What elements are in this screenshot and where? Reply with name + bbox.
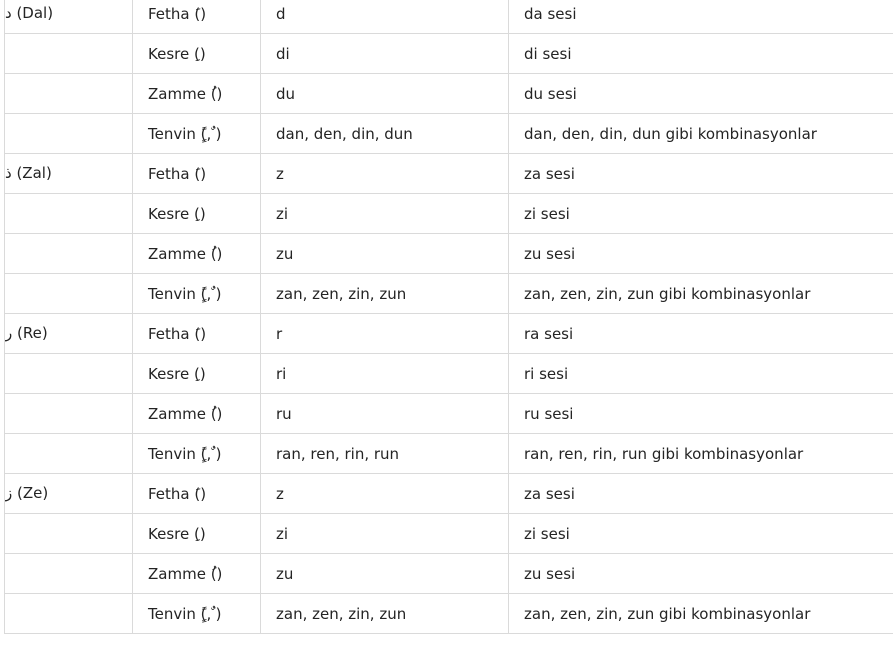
okunus-cell: r <box>261 314 509 354</box>
letter-cell <box>5 0 133 34</box>
okunus-cell: zi <box>261 514 509 554</box>
table-row <box>5 354 893 394</box>
okunus-cell: z <box>261 474 509 514</box>
letter-cell-empty <box>5 34 133 74</box>
table-row <box>5 394 893 434</box>
table-row <box>5 0 893 34</box>
harake-cell: Zamme (ُ) <box>133 74 261 114</box>
harake-cell: Kesre (ِ) <box>133 194 261 234</box>
aciklama-cell: zi sesi <box>509 514 893 554</box>
aciklama-cell: zi sesi <box>509 194 893 234</box>
aciklama-cell: zu sesi <box>509 234 893 274</box>
harake-cell: Fetha (َ) <box>133 154 261 194</box>
letter-cell-empty <box>5 594 133 634</box>
table-row <box>5 34 893 74</box>
aciklama-cell: ra sesi <box>509 314 893 354</box>
harake-cell: Fetha (َ) <box>133 314 261 354</box>
aciklama-cell: zan, zen, zin, zun gibi kombinasyonlar <box>509 594 893 634</box>
letter-cell-empty <box>5 554 133 594</box>
harake-cell: Fetha (َ) <box>133 0 261 34</box>
table-row <box>5 314 893 354</box>
harake-table-body <box>5 0 893 634</box>
table-row <box>5 74 893 114</box>
harake-cell: Tenvin (ًٍ, ٌ) <box>133 274 261 314</box>
letter-cell-empty <box>5 354 133 394</box>
harake-cell: Zamme (ُ) <box>133 234 261 274</box>
letter-label: ز (Ze) <box>5 484 49 502</box>
okunus-cell: d <box>261 0 509 34</box>
okunus-cell: zi <box>261 194 509 234</box>
aciklama-cell: zu sesi <box>509 554 893 594</box>
harake-cell: Kesre (ِ) <box>133 514 261 554</box>
aciklama-cell: zan, zen, zin, zun gibi kombinasyonlar <box>509 274 893 314</box>
aciklama-cell: ran, ren, rin, run gibi kombinasyonlar <box>509 434 893 474</box>
letter-cell-empty <box>5 394 133 434</box>
letter-label: ر (Re) <box>5 324 48 342</box>
letter-cell-empty <box>5 434 133 474</box>
table-row <box>5 474 893 514</box>
okunus-cell: ru <box>261 394 509 434</box>
aciklama-cell: du sesi <box>509 74 893 114</box>
letter-label: د (Dal) <box>5 4 54 22</box>
okunus-cell: ran, ren, rin, run <box>261 434 509 474</box>
okunus-cell: du <box>261 74 509 114</box>
aciklama-cell: za sesi <box>509 474 893 514</box>
table-row <box>5 274 893 314</box>
aciklama-cell: za sesi <box>509 154 893 194</box>
letter-cell-empty <box>5 234 133 274</box>
okunus-cell: zu <box>261 234 509 274</box>
harake-cell: Kesre (ِ) <box>133 354 261 394</box>
okunus-cell: di <box>261 34 509 74</box>
aciklama-cell: dan, den, din, dun gibi kombinasyonlar <box>509 114 893 154</box>
table-row <box>5 154 893 194</box>
table-row <box>5 514 893 554</box>
table-row <box>5 194 893 234</box>
table-row <box>5 234 893 274</box>
letter-cell <box>5 474 133 514</box>
okunus-cell: zan, zen, zin, zun <box>261 274 509 314</box>
table-row <box>5 594 893 634</box>
harake-cell: Tenvin (ًٍ, ٌ) <box>133 114 261 154</box>
letter-cell-empty <box>5 274 133 314</box>
letter-label: ذ (Zal) <box>5 164 52 182</box>
okunus-cell: zu <box>261 554 509 594</box>
okunus-cell: z <box>261 154 509 194</box>
letter-cell-empty <box>5 114 133 154</box>
aciklama-cell: ri sesi <box>509 354 893 394</box>
letter-cell-empty <box>5 74 133 114</box>
letter-cell <box>5 154 133 194</box>
letter-cell <box>5 314 133 354</box>
okunus-cell: dan, den, din, dun <box>261 114 509 154</box>
harake-cell: Fetha (َ) <box>133 474 261 514</box>
aciklama-cell: ru sesi <box>509 394 893 434</box>
table-row <box>5 554 893 594</box>
harake-cell: Tenvin (ًٍ, ٌ) <box>133 434 261 474</box>
harake-table <box>4 0 893 634</box>
harake-cell: Zamme (ُ) <box>133 394 261 434</box>
harake-cell: Zamme (ُ) <box>133 554 261 594</box>
harake-cell: Tenvin (ًٍ, ٌ) <box>133 594 261 634</box>
letter-cell-empty <box>5 194 133 234</box>
aciklama-cell: di sesi <box>509 34 893 74</box>
harake-cell: Kesre (ِ) <box>133 34 261 74</box>
letter-cell-empty <box>5 514 133 554</box>
okunus-cell: zan, zen, zin, zun <box>261 594 509 634</box>
table-row <box>5 114 893 154</box>
aciklama-cell: da sesi <box>509 0 893 34</box>
okunus-cell: ri <box>261 354 509 394</box>
table-row <box>5 434 893 474</box>
